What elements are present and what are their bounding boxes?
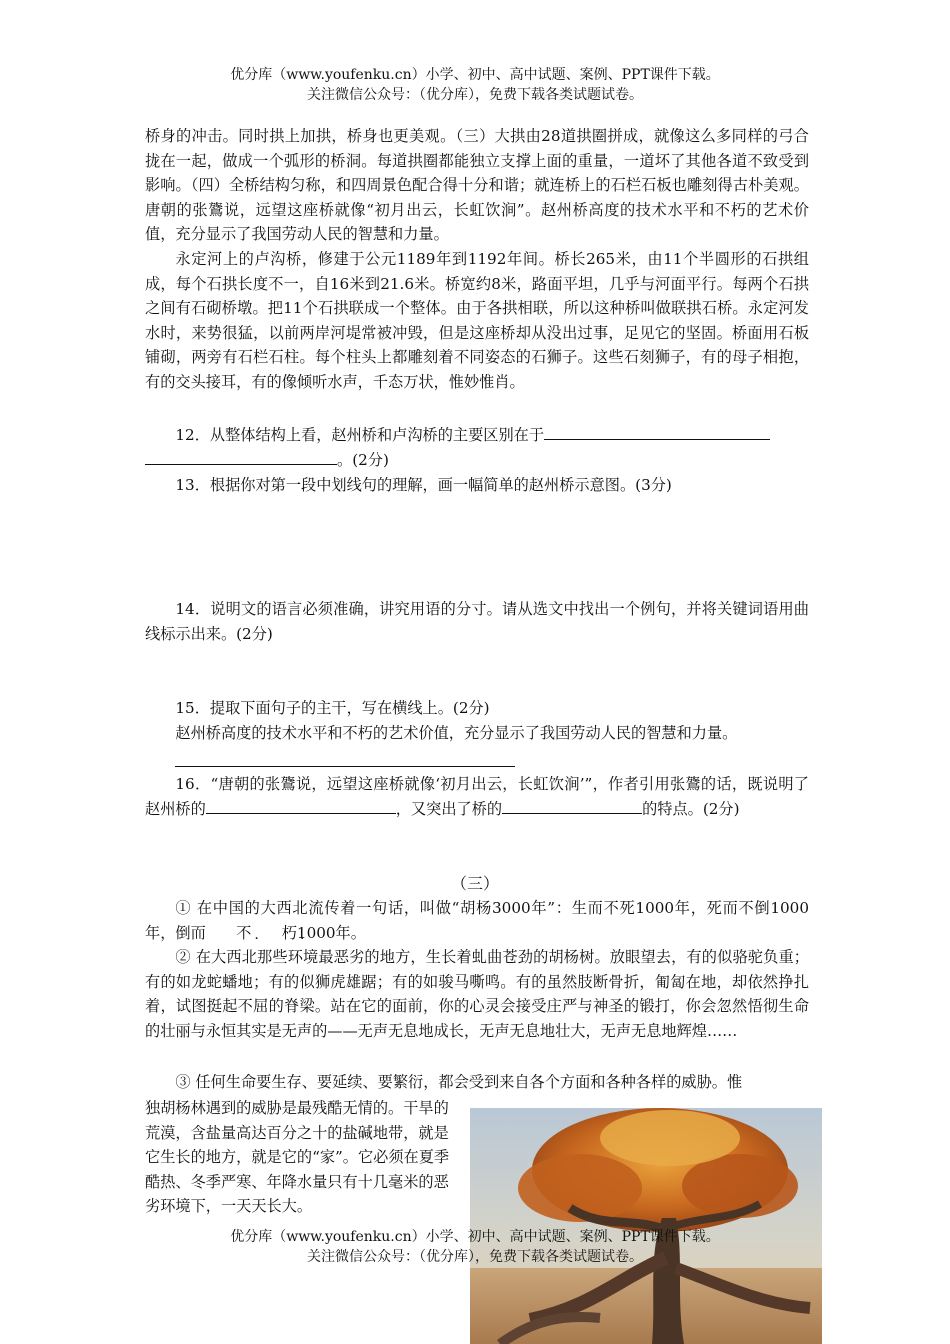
paragraph-text: 1000年。 bbox=[296, 923, 366, 942]
section3-paragraph-3-wrap: 独胡杨林遇到的威胁是最残酷无情的。干旱的荒漠，含盐量高达百分之十的盐碱地带，就是它生长的地方，就是它的“家”。它必须在夏季酷热、冬季严寒、年降水量只有十几毫米的恶劣环境下，一天天长大。 bbox=[145, 1099, 450, 1216]
question-13: 13．根据你对第一段中划线句的理解，画一幅简单的赵州桥示意图。(3分) bbox=[175, 476, 672, 494]
answer-blank[interactable] bbox=[145, 448, 337, 465]
desert-poplar-photo bbox=[470, 1108, 822, 1344]
question-14: 14．说明文的语言必须准确，讲究用语的分寸。请从选文中找出一个例句，并将关键词语用曲线标示出来。(2分) bbox=[145, 600, 809, 643]
question-12-score: 。(2分) bbox=[337, 450, 389, 469]
question-15-sentence: 赵州桥高度的技术水平和不朽的艺术价值，充分显示了我国劳动人民的智慧和力量。 bbox=[175, 724, 738, 742]
question-12-text: 12．从整体结构上看，赵州桥和卢沟桥的主要区别在于 bbox=[175, 426, 545, 444]
answer-blank[interactable] bbox=[544, 423, 770, 440]
paragraph-text: ① 在中国的大西北流传着一句话，叫做“胡杨3000年”：生而不死1000年，死而不倒1000年，倒而 bbox=[145, 899, 809, 942]
header-line-2: 关注微信公众号：（优分库），免费下载各类试题试卷。 bbox=[307, 87, 643, 103]
question-16-part-c: 的特点。(2分) bbox=[642, 799, 740, 818]
emphasis-dot-char: 不 · bbox=[206, 921, 252, 946]
section3-paragraph-1 bbox=[145, 896, 809, 945]
desert-poplar-image bbox=[470, 1108, 822, 1344]
question-12 bbox=[145, 423, 809, 472]
answer-line[interactable] bbox=[175, 766, 515, 767]
question-15: 15．提取下面句子的主干，写在横线上。(2分) bbox=[175, 699, 490, 717]
section3-paragraph-2: ② 在大西北那些环境最恶劣的地方，生长着虬曲苍劲的胡杨树。放眼望去，有的似骆驼负重；有的如龙蛇蟠地；有的似狮虎雄踞；有的如骏马嘶鸣。有的虽然肢断骨折，匍匐在地，却依然挣扎着，试图挺起不屈的脊梁。站在它的面前，你的心灵会接受庄严与神圣的锻打，你会忽然悟彻生命的壮丽与永恒其实是无声的——无声无息地成长，无声无息地壮大，无声无息地辉煌…… bbox=[145, 948, 809, 1040]
question-16-part-b: ，又突出了桥的 bbox=[395, 799, 503, 818]
section-heading: （三） bbox=[450, 874, 499, 893]
header-line-1: 优分库（www.youfenku.cn）小学、初中、高中试题、案例、PPT课件下载。 bbox=[230, 67, 720, 83]
emphasis-dot-char: 朽 · bbox=[251, 921, 297, 946]
passage-paragraph-1: 桥身的冲击。同时拱上加拱，桥身也更美观。（三）大拱由28道拱圈拼成，就像这么多同样的弓合拢在一起，做成一个弧形的桥洞。每道拱圈都能独立支撑上面的重量，一道坏了其他各道不致受到影响。（四）全桥结构匀称，和四周景色配合得十分和谐；就连桥上的石栏石板也雕刻得古朴美观。唐朝的张鷟说，远望这座桥就像“初月出云，长虹饮涧”。赵州桥高度的技术水平和不朽的艺术价值，充分显示了我国劳动人民的智慧和力量。 bbox=[145, 127, 809, 244]
footer-line-2: 关注微信公众号：（优分库），免费下载各类试题试卷。 bbox=[307, 1249, 643, 1265]
answer-blank[interactable] bbox=[206, 797, 396, 814]
question-16-part-a: 16．“唐朝的张鷟说，远望这座桥就像‘初月出云，长虹饮涧’”，作者引用张鷟的话，既说明了赵州桥的 bbox=[145, 775, 809, 818]
question-16 bbox=[145, 772, 809, 821]
footer-line-1: 优分库（www.youfenku.cn）小学、初中、高中试题、案例、PPT课件下载。 bbox=[230, 1229, 720, 1245]
section3-paragraph-3-line: ③ 任何生命要生存、要延续、要繁衍，都会受到来自各个方面和各种各样的威胁。惟 bbox=[175, 1073, 743, 1091]
passage-paragraph-2: 永定河上的卢沟桥，修建于公元1189年到1192年间。桥长265米，由11个半圆形的石拱组成，每个石拱长度不一，自16米到21.6米。桥宽约8米，路面平坦，几乎与河面平行。每两个石拱之间有石砌桥墩。把11个石拱联成一个整体。由于各拱相联，所以这种桥叫做联拱石桥。永定河发水时，来势很猛，以前两岸河堤常被冲毁，但是这座桥却从没出过事，足见它的坚固。桥面用石板铺砌，两旁有石栏石柱。每个柱头上都雕刻着不同姿态的石狮子。这些石刻狮子，有的母子相抱，有的交头接耳，有的像倾听水声，千态万状，惟妙惟肖。 bbox=[145, 250, 809, 391]
answer-blank[interactable] bbox=[502, 797, 642, 814]
